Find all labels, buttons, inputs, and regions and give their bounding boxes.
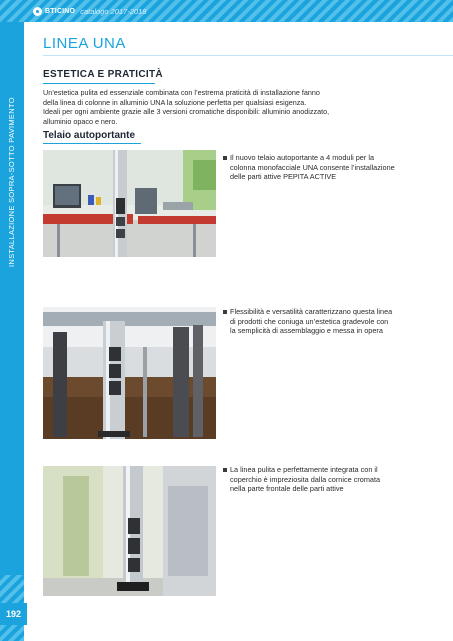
page-title: LINEA UNA bbox=[43, 35, 126, 52]
bullet-item bbox=[223, 307, 395, 336]
square-bullet-icon bbox=[223, 310, 227, 314]
brand-logo bbox=[33, 6, 147, 17]
intro-paragraph bbox=[43, 88, 413, 126]
intro-line: Ideali per ogni ambiente grazie alle 3 versioni cromatiche disponibili: alluminio anodizzato, bbox=[43, 107, 330, 116]
section-title: ESTETICA E PRATICITÀ bbox=[43, 69, 163, 80]
brand-name: BTICINO bbox=[45, 8, 76, 15]
top-banner bbox=[0, 0, 453, 22]
bticino-logo-icon bbox=[33, 7, 42, 16]
square-bullet-icon bbox=[223, 468, 227, 472]
intro-line: alluminio opaco e nero. bbox=[43, 116, 118, 126]
intro-line: della linea di colonne in alluminio UNA la soluzione perfetta per qualsiasi esigenza. bbox=[43, 97, 307, 107]
subsection-title: Telaio autoportante bbox=[43, 130, 136, 141]
section-underline bbox=[43, 83, 155, 84]
subsection-underline bbox=[43, 143, 141, 144]
bullet-text: La linea pulita e perfettamente integrata con il coperchio è impreziosita dalla cornice cromata nella parte frontale delle parti attive bbox=[230, 465, 381, 494]
page-number: 192 bbox=[0, 603, 27, 625]
title-divider bbox=[43, 55, 453, 56]
square-bullet-icon bbox=[223, 156, 227, 160]
catalog-label: catalogo 2017-2018 bbox=[80, 7, 147, 16]
bullet-text: Flessibilità e versatilità caratterizzano questa linea di prodotti che coniuga un’estetica gradevole con la semplicità di assemblaggio e messa in opera bbox=[230, 307, 393, 336]
photo-column-legs bbox=[43, 307, 216, 439]
sidebar-label: INSTALLAZIONE SOPRA-SOTTO PAVIMENTO bbox=[7, 97, 16, 267]
bullet-text: Il nuovo telaio autoportante a 4 moduli per la colonna monofacciale UNA consente l’installazione delle parti attive PEPITA ACTIVE bbox=[230, 153, 395, 182]
bullet-item bbox=[223, 465, 395, 494]
intro-line: Un’estetica pulita ed essenziale combinata con l’estrema praticità di installazione fanno bbox=[43, 88, 320, 97]
photo-desk-column bbox=[43, 150, 216, 257]
bullet-item bbox=[223, 153, 395, 182]
photo-column-chrome bbox=[43, 466, 216, 596]
section-sidebar bbox=[0, 22, 24, 575]
